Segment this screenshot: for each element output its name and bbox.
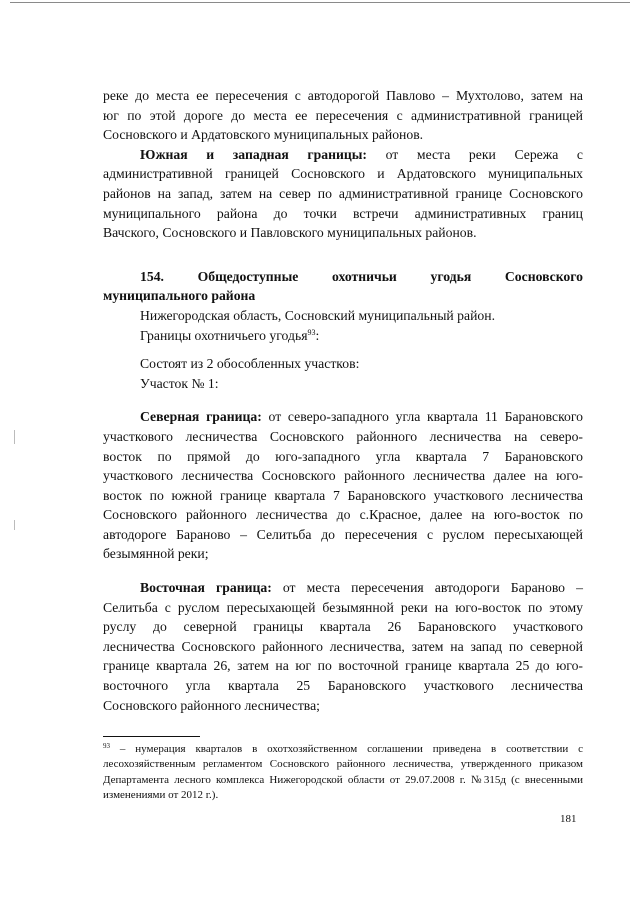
para-line: восточного угла квартала 25 Барановского участкового лесничества [103, 678, 583, 694]
para-line: районов на запад, затем на север по административной границе Сосновского [103, 185, 583, 201]
section-heading-text: муниципального района [103, 288, 256, 304]
para-line: восток по прямой до юго-западного угла квартала 7 Барановского [103, 448, 583, 464]
scan-top-edge [10, 2, 630, 3]
para-line: участкового лесничества Сосновского районного лесничества далее на юго- [103, 468, 583, 484]
east-boundary-label: Восточная граница: [140, 580, 272, 596]
para-line: Сосновского районного лесничества; [103, 697, 320, 713]
scan-speck [14, 430, 15, 444]
para-line: автодороге Бараново – Селитьба до пересечения с руслом пересыхающей [103, 526, 583, 542]
para-line: лесничества Сосновского районного лесничества, затем на запад по северной [103, 638, 583, 654]
para-line: Сосновского районного лесничества до с.Красное, далее на юго-восток по [103, 507, 583, 523]
east-boundary-line [103, 578, 583, 598]
footnote [103, 742, 583, 804]
scan-speck [14, 520, 15, 530]
para-line: границе квартала 26, затем на юг по восточной границе квартала 25 до юго- [103, 658, 583, 674]
boundaries-intro-text: Границы охотничьего угодья [140, 327, 308, 343]
para-line: участкового лесничества Сосновского районного лесничества на северо- [103, 428, 583, 444]
boundaries-intro [103, 326, 583, 346]
south-west-boundary-line [103, 145, 583, 165]
para-line: руслу до северной границы квартала 26 Барановского участкового [103, 619, 583, 635]
para-text: от места пересечения автодороги Бараново – [271, 580, 583, 596]
para-line: Вачского, Сосновского и Павловского муниципальных районов. [103, 225, 477, 241]
colon: : [315, 327, 320, 343]
footnote-ref: 93 [307, 327, 316, 337]
para-line: безымянной реки; [103, 546, 209, 562]
section-heading-text: 154. Общедоступные охотничьи угодья Сосновского [140, 268, 583, 284]
para-line: восток по южной границе квартала 7 Барановского участкового лесничества [103, 487, 583, 503]
para-line: административной границей Сосновского и Ардатовского муниципальных [103, 166, 583, 182]
footnote-text: – нумерация кварталов в охотхозяйственном соглашении приведена в соответствии с лесохозяйственным регламентом Сосновского районного лесничества, утвержденного приказом Департамента лесного комплекса Нижегородской области от 29.07.2008 г. №315д (с внесенными изменениями от 2012 г.). [103, 743, 583, 802]
para-line: Сосновского и Ардатовского муниципальных районов. [103, 127, 424, 143]
para-line: юг по этой дороге до места ее пересечения с административной границей [103, 107, 583, 123]
north-boundary-label: Северная граница: [140, 409, 262, 425]
footnote-separator [103, 736, 200, 737]
para-line: Селитьба с руслом пересыхающей безымянной реки на юго-восток по этому [103, 599, 583, 615]
section-heading [103, 267, 583, 287]
north-boundary-line [103, 407, 583, 427]
section-heading-cont [103, 286, 583, 306]
region-line: Нижегородская область, Сосновский муниципальный район. [140, 307, 495, 323]
para-text: от северо-западного угла квартала 11 Барановского [261, 409, 583, 425]
page-number: 181 [560, 813, 577, 825]
footnote-marker: 93 [103, 742, 110, 750]
consists-line: Состоят из 2 обособленных участков: [140, 356, 360, 372]
para-line: муниципального района до точки встречи административных границ [103, 205, 583, 221]
para-text: от места реки Сережа с [366, 146, 583, 162]
document-body [103, 86, 583, 715]
plot-number: Участок № 1: [140, 375, 219, 391]
para-line: реке до места ее пересечения с автодорогой Павлово – Мухтолово, затем на [103, 88, 583, 103]
south-west-boundary-label: Южная и западная границы: [140, 146, 367, 162]
